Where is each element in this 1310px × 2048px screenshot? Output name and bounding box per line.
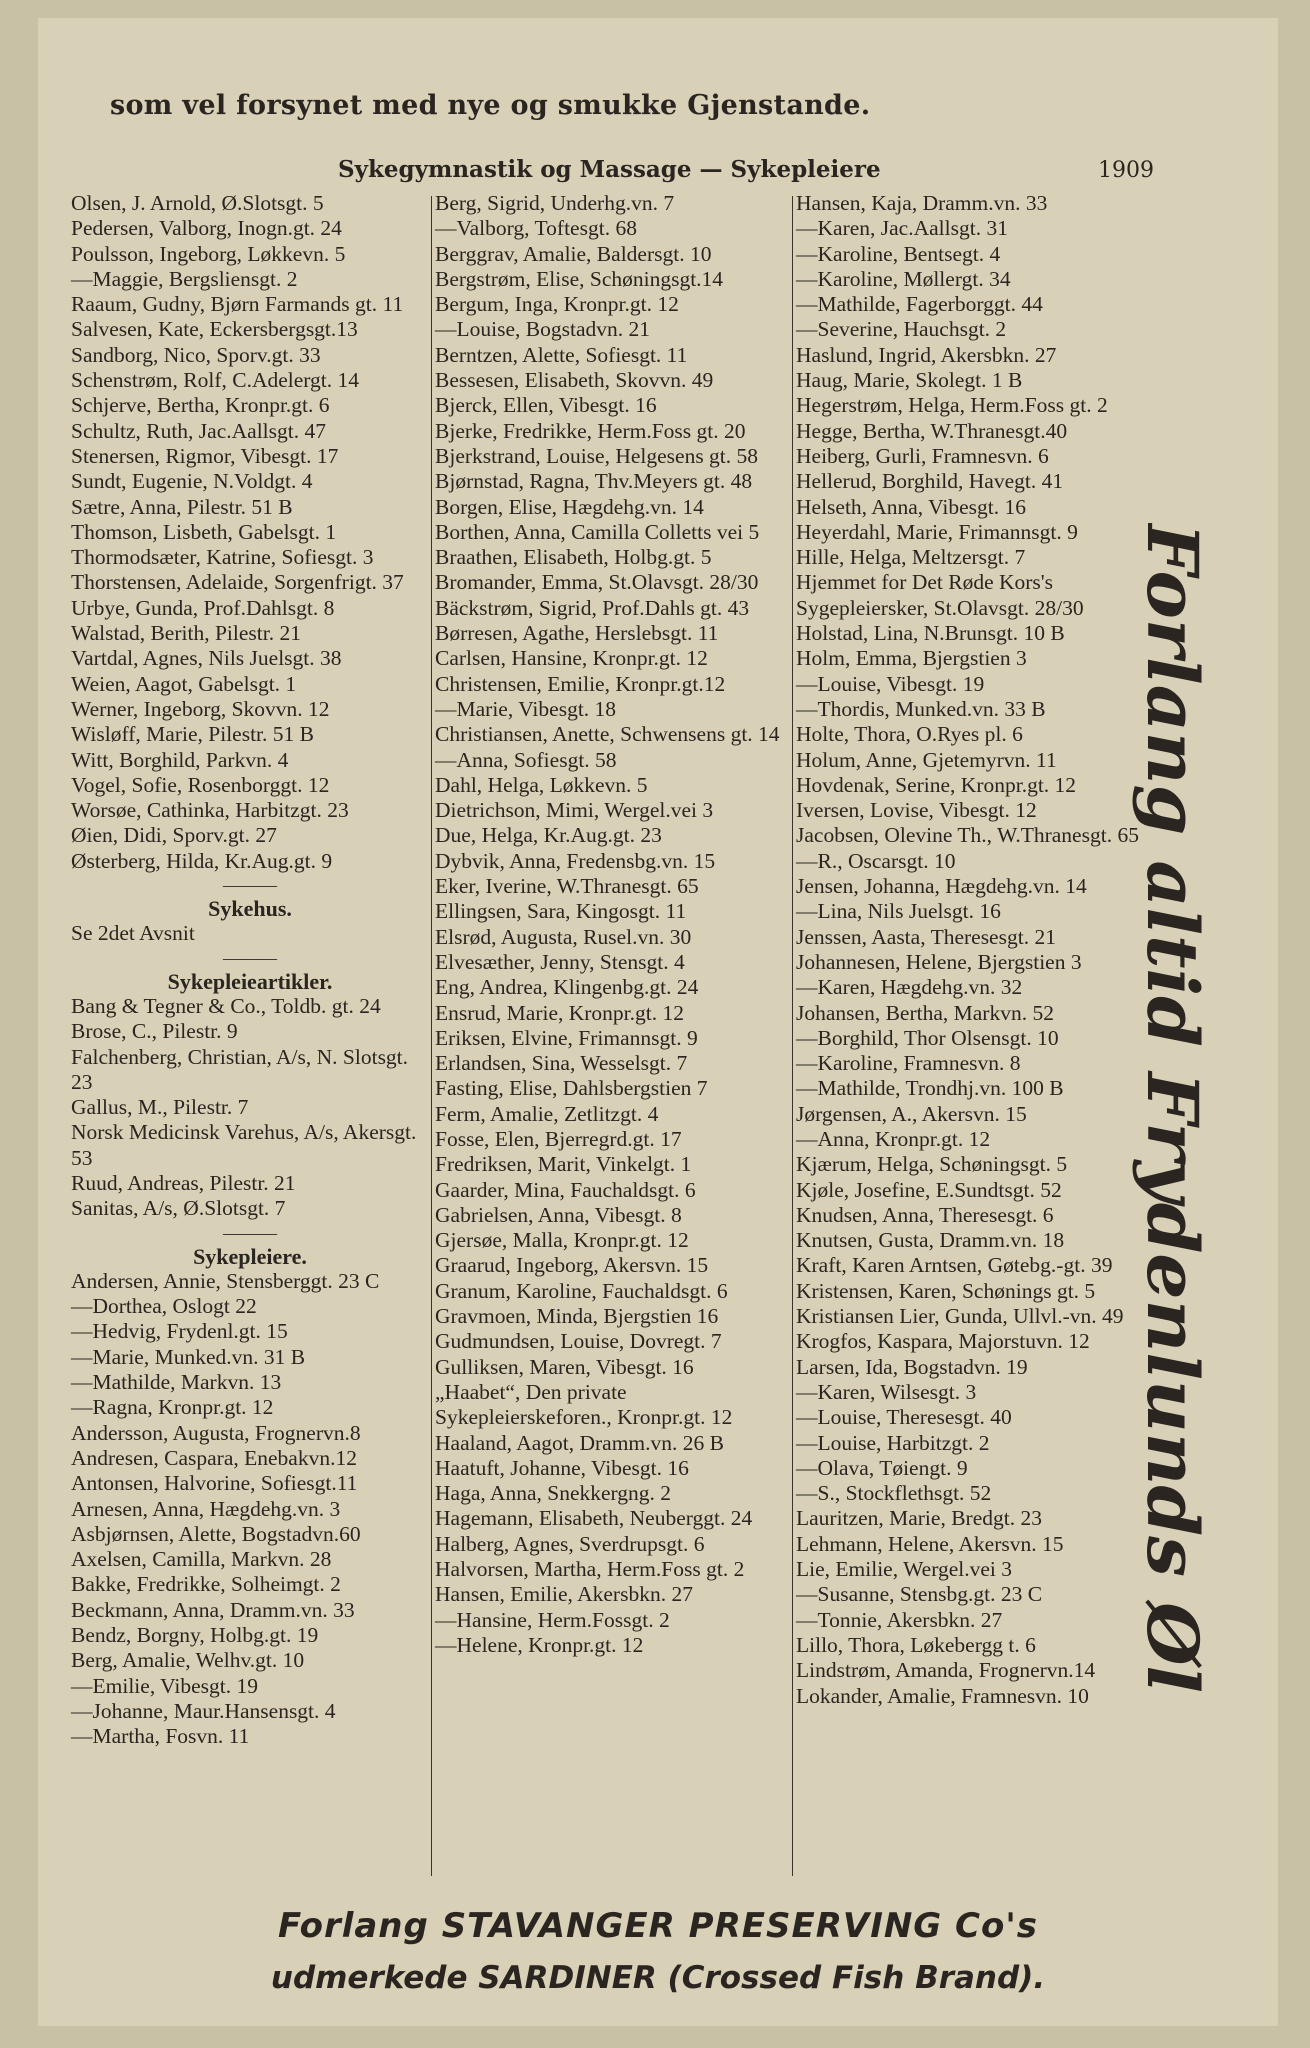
section-heading: Sykehus. xyxy=(208,896,292,922)
directory-entry: —Borghild, Thor Olsensgt. 10 xyxy=(796,1025,1059,1050)
directory-entry: Borgen, Elise, Hægdehg.vn. 14 xyxy=(435,494,704,519)
directory-entry: Christensen, Emilie, Kronpr.gt.12 xyxy=(435,671,726,696)
directory-entry: Lokander, Amalie, Framnesvn. 10 xyxy=(796,1683,1089,1708)
directory-entry: Sætre, Anna, Pilestr. 51 B xyxy=(71,494,293,519)
directory-entry: Gudmundsen, Louise, Dovregt. 7 xyxy=(435,1329,722,1354)
directory-entry: Dybvik, Anna, Fredensbg.vn. 15 xyxy=(435,848,716,873)
directory-entry: Ensrud, Marie, Kronpr.gt. 12 xyxy=(435,1000,685,1025)
directory-entry: Lillo, Thora, Løkebergg t. 6 xyxy=(796,1632,1036,1657)
directory-entry: Johannesen, Helene, Bjergstien 3 xyxy=(796,949,1082,974)
directory-entry: —Martha, Fosvn. 11 xyxy=(71,1724,250,1749)
directory-page xyxy=(38,18,1278,2026)
directory-entry: Kraft, Karen Arntsen, Gøtebg.-gt. 39 xyxy=(796,1253,1113,1278)
directory-entry: —Susanne, Stensbg.gt. 23 C xyxy=(796,1582,1043,1607)
directory-entry: Poulsson, Ingeborg, Løkkevn. 5 xyxy=(71,241,346,266)
directory-entry: Vartdal, Agnes, Nils Juelsgt. 38 xyxy=(71,646,342,671)
directory-entry: Erlandsen, Sina, Wesselsgt. 7 xyxy=(435,1051,688,1076)
directory-entry: Gulliksen, Maren, Vibesgt. 16 xyxy=(435,1354,694,1379)
directory-entry: „Haabet“, Den private Sykepleierskeforen., Kronpr.gt. 12 xyxy=(435,1379,733,1430)
directory-entry: —Louise, Bogstadvn. 21 xyxy=(435,317,650,342)
directory-entry: —Johanne, Maur.Hansensgt. 4 xyxy=(71,1698,336,1723)
directory-entry: Fredriksen, Marit, Vinkelgt. 1 xyxy=(435,1152,692,1177)
directory-entry: Lehmann, Helene, Akersvn. 15 xyxy=(796,1531,1064,1556)
directory-entry: Gjersøe, Malla, Kronpr.gt. 12 xyxy=(435,1228,689,1253)
directory-entry: Haug, Marie, Skolegt. 1 B xyxy=(796,368,1023,393)
directory-entry: Kjærum, Helga, Schøningsgt. 5 xyxy=(796,1152,1068,1177)
directory-entry: —Valborg, Toftesgt. 68 xyxy=(435,216,637,241)
directory-entry: Thorstensen, Adelaide, Sorgenfrigt. 37 xyxy=(71,570,404,595)
directory-entry: Larsen, Ida, Bogstadvn. 19 xyxy=(796,1354,1028,1379)
directory-entry: Helseth, Anna, Vibesgt. 16 xyxy=(796,494,1027,519)
directory-entry: Norsk Medicinsk Varehus, A/s, Akersgt. 53 xyxy=(71,1120,417,1170)
directory-entry: Sundt, Eugenie, N.Voldgt. 4 xyxy=(71,469,313,494)
directory-entry: Wisløff, Marie, Pilestr. 51 B xyxy=(71,722,314,747)
directory-entry: Haga, Anna, Snekkergng. 2 xyxy=(435,1481,672,1506)
directory-entry: Hansen, Emilie, Akersbkn. 27 xyxy=(435,1582,693,1607)
directory-entry: Krogfos, Kaspara, Majorstuvn. 12 xyxy=(796,1329,1090,1354)
directory-entry: Heyerdahl, Marie, Frimannsgt. 9 xyxy=(796,519,1078,544)
directory-entry: Se 2det Avsnit xyxy=(71,921,195,946)
directory-entry: —Anna, Kronpr.gt. 12 xyxy=(796,1126,991,1151)
directory-entry: —Karen, Hægdehg.vn. 32 xyxy=(796,975,1023,1000)
directory-entry: Holte, Thora, O.Ryes pl. 6 xyxy=(796,722,1023,747)
directory-entry: Dietrichson, Mimi, Wergel.vei 3 xyxy=(435,798,714,823)
directory-entry: Asbjørnsen, Alette, Bogstadvn.60 xyxy=(71,1521,361,1546)
page-header xyxy=(38,138,1278,182)
directory-entry: —S., Stockflethsgt. 52 xyxy=(796,1481,992,1506)
directory-entry: Bjerke, Fredrikke, Herm.Foss gt. 20 xyxy=(435,418,746,443)
directory-entry: Stenersen, Rigmor, Vibesgt. 17 xyxy=(71,443,339,468)
directory-entry: Urbye, Gunda, Prof.Dahlsgt. 8 xyxy=(71,595,335,620)
directory-entry: Bromander, Emma, St.Olavsgt. 28/30 xyxy=(435,570,759,595)
directory-entry: Elsrød, Augusta, Rusel.vn. 30 xyxy=(435,924,692,949)
section-separator: ——— xyxy=(223,1222,277,1243)
directory-entry: Schenstrøm, Rolf, C.Adelergt. 14 xyxy=(71,368,360,393)
directory-entry: Falchenberg, Christian, A/s, N. Slotsgt. 23 xyxy=(71,1044,409,1094)
directory-entry: Braathen, Elisabeth, Holbg.gt. 5 xyxy=(435,545,712,570)
directory-entry: Witt, Borghild, Parkvn. 4 xyxy=(71,747,289,772)
directory-entry: Berntzen, Alette, Sofiesgt. 11 xyxy=(435,342,688,367)
directory-entry: Hellerud, Borghild, Havegt. 41 xyxy=(796,469,1064,494)
directory-entry: Hegerstrøm, Helga, Herm.Foss gt. 2 xyxy=(796,393,1108,418)
directory-entry: Brose, C., Pilestr. 9 xyxy=(71,1019,238,1044)
directory-entry: Granum, Karoline, Fauchaldsgt. 6 xyxy=(435,1278,728,1303)
directory-entry: —Karen, Wilsesgt. 3 xyxy=(796,1379,977,1404)
directory-entry: Christiansen, Anette, Schwensens gt. 14 xyxy=(435,722,780,747)
directory-entry: Bang & Tegner & Co., Toldb. gt. 24 xyxy=(71,993,381,1018)
directory-entry: Lauritzen, Marie, Bredgt. 23 xyxy=(796,1506,1042,1531)
directory-entry: Halberg, Agnes, Sverdrupsgt. 6 xyxy=(435,1531,705,1556)
section-heading: Sykepleiere. xyxy=(193,1243,307,1269)
directory-entry: Sandborg, Nico, Sporv.gt. 33 xyxy=(71,342,321,367)
directory-entry: —Karoline, Framnesvn. 8 xyxy=(796,1051,1021,1076)
directory-entry: —Karoline, Bentsegt. 4 xyxy=(796,241,1001,266)
directory-entry: Bjørnstad, Ragna, Thv.Meyers gt. 48 xyxy=(435,469,753,494)
directory-entry: Heiberg, Gurli, Framnesvn. 6 xyxy=(796,443,1049,468)
directory-entry: Haslund, Ingrid, Akersbkn. 27 xyxy=(796,342,1057,367)
directory-entry: Werner, Ingeborg, Skovvn. 12 xyxy=(71,696,330,721)
directory-entry: Antonsen, Halvorine, Sofiesgt.11 xyxy=(71,1471,358,1496)
directory-entry: Pedersen, Valborg, Inogn.gt. 24 xyxy=(71,216,342,241)
directory-entry: Haaland, Aagot, Dramm.vn. 26 B xyxy=(435,1430,725,1455)
directory-entry: —Lina, Nils Juelsgt. 16 xyxy=(796,899,1001,924)
directory-entry: Jørgensen, A., Akersvn. 15 xyxy=(796,1101,1027,1126)
directory-entry: Walstad, Berith, Pilestr. 21 xyxy=(71,621,301,646)
directory-entry: Hansen, Kaja, Dramm.vn. 33 xyxy=(796,191,1048,215)
directory-entry: Elvesæther, Jenny, Stensgt. 4 xyxy=(435,949,685,974)
directory-entry: —Hedvig, Frydenl.gt. 15 xyxy=(71,1319,288,1344)
directory-entry: Olsen, J. Arnold, Ø.Slotsgt. 5 xyxy=(71,191,324,215)
directory-entry: Bergstrøm, Elise, Schøningsgt.14 xyxy=(435,266,724,291)
directory-entry: Dahl, Helga, Løkkevn. 5 xyxy=(435,772,648,797)
directory-entry: —Karen, Jac.Aallsgt. 31 xyxy=(796,216,1008,241)
directory-entry: Østerberg, Hilda, Kr.Aug.gt. 9 xyxy=(71,848,333,873)
directory-entry: Gaarder, Mina, Fauchaldsgt. 6 xyxy=(435,1177,696,1202)
directory-entry: —R., Oscarsgt. 10 xyxy=(796,848,956,873)
directory-entry: Hagemann, Elisabeth, Neuberggt. 24 xyxy=(435,1506,753,1531)
bottom-ad-line-1: Forlang STAVANGER PRESERVING Co's xyxy=(278,1906,1038,1946)
directory-entry: Ellingsen, Sara, Kingosgt. 11 xyxy=(435,899,687,924)
directory-entry: Graarud, Ingeborg, Akersvn. 15 xyxy=(435,1253,709,1278)
column-divider xyxy=(431,196,432,1876)
directory-entry: Jacobsen, Olevine Th., W.Thranesgt. 65 xyxy=(796,823,1139,848)
directory-entry: Jensen, Johanna, Hægdehg.vn. 14 xyxy=(796,874,1087,899)
section-separator: ——— xyxy=(223,875,277,896)
directory-entry: Weien, Aagot, Gabelsgt. 1 xyxy=(71,671,297,696)
column-2 xyxy=(435,191,793,1658)
directory-entry: Bäckstrøm, Sigrid, Prof.Dahls gt. 43 xyxy=(435,595,750,620)
directory-entry: Kjøle, Josefine, E.Sundtsgt. 52 xyxy=(796,1177,1062,1202)
directory-entry: Bjerkstrand, Louise, Helgesens gt. 58 xyxy=(435,443,759,468)
directory-entry: —Mathilde, Markvn. 13 xyxy=(71,1370,282,1395)
section-separator: ——— xyxy=(223,947,277,968)
directory-entry: Borthen, Anna, Camilla Colletts vei 5 xyxy=(435,519,760,544)
directory-entry: Ruud, Andreas, Pilestr. 21 xyxy=(71,1170,296,1195)
directory-entry: Berg, Amalie, Welhv.gt. 10 xyxy=(71,1648,305,1673)
directory-entry: Knudsen, Anna, Theresesgt. 6 xyxy=(796,1202,1054,1227)
directory-entry: Lindstrøm, Amanda, Frognervn.14 xyxy=(796,1658,1096,1683)
directory-entry: Berggrav, Amalie, Baldersgt. 10 xyxy=(435,241,712,266)
directory-entry: Bakke, Fredrikke, Solheimgt. 2 xyxy=(71,1572,341,1597)
directory-entry: —Helene, Kronpr.gt. 12 xyxy=(435,1632,644,1657)
directory-entry: —Hansine, Herm.Fossgt. 2 xyxy=(435,1607,670,1632)
directory-entry: Beckmann, Anna, Dramm.vn. 33 xyxy=(71,1597,355,1622)
directory-entry: —Dorthea, Oslogt 22 xyxy=(71,1294,257,1319)
section-heading: Sykepleieartikler. xyxy=(167,968,333,994)
directory-entry: —Severine, Hauchsgt. 2 xyxy=(796,317,1007,342)
directory-entry: Schjerve, Bertha, Kronpr.gt. 6 xyxy=(71,393,330,418)
directory-entry: Ferm, Amalie, Zetlitzgt. 4 xyxy=(435,1101,659,1126)
directory-entry: —Olava, Tøiengt. 9 xyxy=(796,1455,968,1480)
bottom-ad-line-2: udmerkede SARDINER (Crossed Fish Brand). xyxy=(270,1960,1046,1996)
directory-entry: Gallus, M., Pilestr. 7 xyxy=(71,1095,249,1120)
directory-entry: Lie, Emilie, Wergel.vei 3 xyxy=(796,1557,1012,1582)
directory-entry: Sanitas, A/s, Ø.Slotsgt. 7 xyxy=(71,1196,286,1221)
directory-entry: —Louise, Vibesgt. 19 xyxy=(796,671,985,696)
directory-entry: Halvorsen, Martha, Herm.Foss gt. 2 xyxy=(435,1557,745,1582)
directory-entry: —Emilie, Vibesgt. 19 xyxy=(71,1673,259,1698)
directory-entry: Andresen, Caspara, Enebakvn.12 xyxy=(71,1445,357,1470)
directory-entry: Schultz, Ruth, Jac.Aallsgt. 47 xyxy=(71,418,326,443)
directory-entry: Berg, Sigrid, Underhg.vn. 7 xyxy=(435,191,675,215)
directory-entry: Due, Helga, Kr.Aug.gt. 23 xyxy=(435,823,662,848)
directory-entry: Hegge, Bertha, W.Thranesgt.40 xyxy=(796,418,1068,443)
directory-entry: Eriksen, Elvine, Frimannsgt. 9 xyxy=(435,1025,698,1050)
directory-entry: Johansen, Bertha, Markvn. 52 xyxy=(796,1000,1054,1025)
directory-entry: —Marie, Vibesgt. 18 xyxy=(435,696,617,721)
directory-entry: Vogel, Sofie, Rosenborggt. 12 xyxy=(71,772,330,797)
directory-entry: —Ragna, Kronpr.gt. 12 xyxy=(71,1395,274,1420)
directory-entry: Øien, Didi, Sporv.gt. 27 xyxy=(71,823,277,848)
directory-entry: —Mathilde, Trondhj.vn. 100 B xyxy=(796,1076,1064,1101)
column-3 xyxy=(796,191,1154,1709)
directory-entry: Haatuft, Johanne, Vibesgt. 16 xyxy=(435,1455,689,1480)
directory-entry: Hille, Helga, Meltzersgt. 7 xyxy=(796,545,1026,570)
directory-entry: Thormodsæter, Katrine, Sofiesgt. 3 xyxy=(71,545,374,570)
directory-entry: Salvesen, Kate, Eckersbergsgt.13 xyxy=(71,317,358,342)
directory-entry: Bergum, Inga, Kronpr.gt. 12 xyxy=(435,292,679,317)
page-year: 1909 xyxy=(1098,158,1154,183)
column-1 xyxy=(71,191,429,1750)
directory-entry: —Louise, Theresesgt. 40 xyxy=(796,1405,1012,1430)
directory-entry: —Louise, Harbitzgt. 2 xyxy=(796,1430,990,1455)
directory-entry: Fasting, Elise, Dahlsbergstien 7 xyxy=(435,1076,708,1101)
directory-entry: —Anna, Sofiesgt. 58 xyxy=(435,747,617,772)
directory-entry: Arnesen, Anna, Hægdehg.vn. 3 xyxy=(71,1496,341,1521)
directory-entry: Andersson, Augusta, Frognervn.8 xyxy=(71,1420,361,1445)
directory-entry: —Marie, Munked.vn. 31 B xyxy=(71,1344,306,1369)
directory-entry: Holm, Emma, Bjergstien 3 xyxy=(796,646,1027,671)
directory-entry: Eng, Andrea, Klingenbg.gt. 24 xyxy=(435,975,699,1000)
directory-entry: Hovdenak, Serine, Kronpr.gt. 12 xyxy=(796,772,1077,797)
directory-entry: Thomson, Lisbeth, Gabelsgt. 1 xyxy=(71,519,337,544)
directory-entry: Holum, Anne, Gjetemyrvn. 11 xyxy=(796,747,1057,772)
side-ad-graphic xyxy=(1128,523,1248,1703)
directory-entry: Fosse, Elen, Bjerregrd.gt. 17 xyxy=(435,1126,682,1151)
directory-entry: Axelsen, Camilla, Markvn. 28 xyxy=(71,1547,332,1572)
directory-entry: —Mathilde, Fagerborggt. 44 xyxy=(796,292,1043,317)
directory-entry: Iversen, Lovise, Vibesgt. 12 xyxy=(796,798,1037,823)
directory-entry: Holstad, Lina, N.Brunsgt. 10 B xyxy=(796,621,1065,646)
directory-entry: Raaum, Gudny, Bjørn Farmands gt. 11 xyxy=(71,292,404,317)
directory-entry: Eker, Iverine, W.Thranesgt. 65 xyxy=(435,874,699,899)
side-ad-text: Forlang altid Frydenlunds Øl xyxy=(1131,523,1214,1652)
directory-entry: Jenssen, Aasta, Theresesgt. 21 xyxy=(796,924,1056,949)
directory-entry: Bjerck, Ellen, Vibesgt. 16 xyxy=(435,393,657,418)
top-advertisement: som vel forsynet med nye og smukke Gjenstande. xyxy=(110,90,871,121)
directory-entry: Andersen, Annie, Stensberggt. 23 C xyxy=(71,1268,380,1293)
directory-entry: —Maggie, Bergsliensgt. 2 xyxy=(71,266,298,291)
side-advertisement xyxy=(1128,523,1248,1703)
directory-entry: Carlsen, Hansine, Kronpr.gt. 12 xyxy=(435,646,708,671)
directory-entry: Børresen, Agathe, Herslebsgt. 11 xyxy=(435,621,719,646)
directory-entry: —Thordis, Munked.vn. 33 B xyxy=(796,696,1046,721)
directory-entry: Gravmoen, Minda, Bjergstien 16 xyxy=(435,1304,719,1329)
directory-entry: Kristensen, Karen, Schønings gt. 5 xyxy=(796,1278,1096,1303)
directory-entry: Kristiansen Lier, Gunda, Ullvl.-vn. 49 xyxy=(796,1304,1124,1329)
directory-entry: Bendz, Borgny, Holbg.gt. 19 xyxy=(71,1623,319,1648)
directory-entry: Gabrielsen, Anna, Vibesgt. 8 xyxy=(435,1202,682,1227)
directory-entry: Worsøe, Cathinka, Harbitzgt. 23 xyxy=(71,798,349,823)
section-title: Sykegymnastik og Massage — Sykepleiere xyxy=(338,156,881,183)
directory-entry: Bessesen, Elisabeth, Skovvn. 49 xyxy=(435,368,714,393)
directory-entry: Hjemmet for Det Røde Kors's Sygepleiersker, St.Olavsgt. 28/30 xyxy=(796,570,1084,620)
directory-entry: —Karoline, Møllergt. 34 xyxy=(796,266,1011,291)
directory-entry: —Tonnie, Akersbkn. 27 xyxy=(796,1607,1003,1632)
directory-entry: Knutsen, Gusta, Dramm.vn. 18 xyxy=(796,1228,1065,1253)
